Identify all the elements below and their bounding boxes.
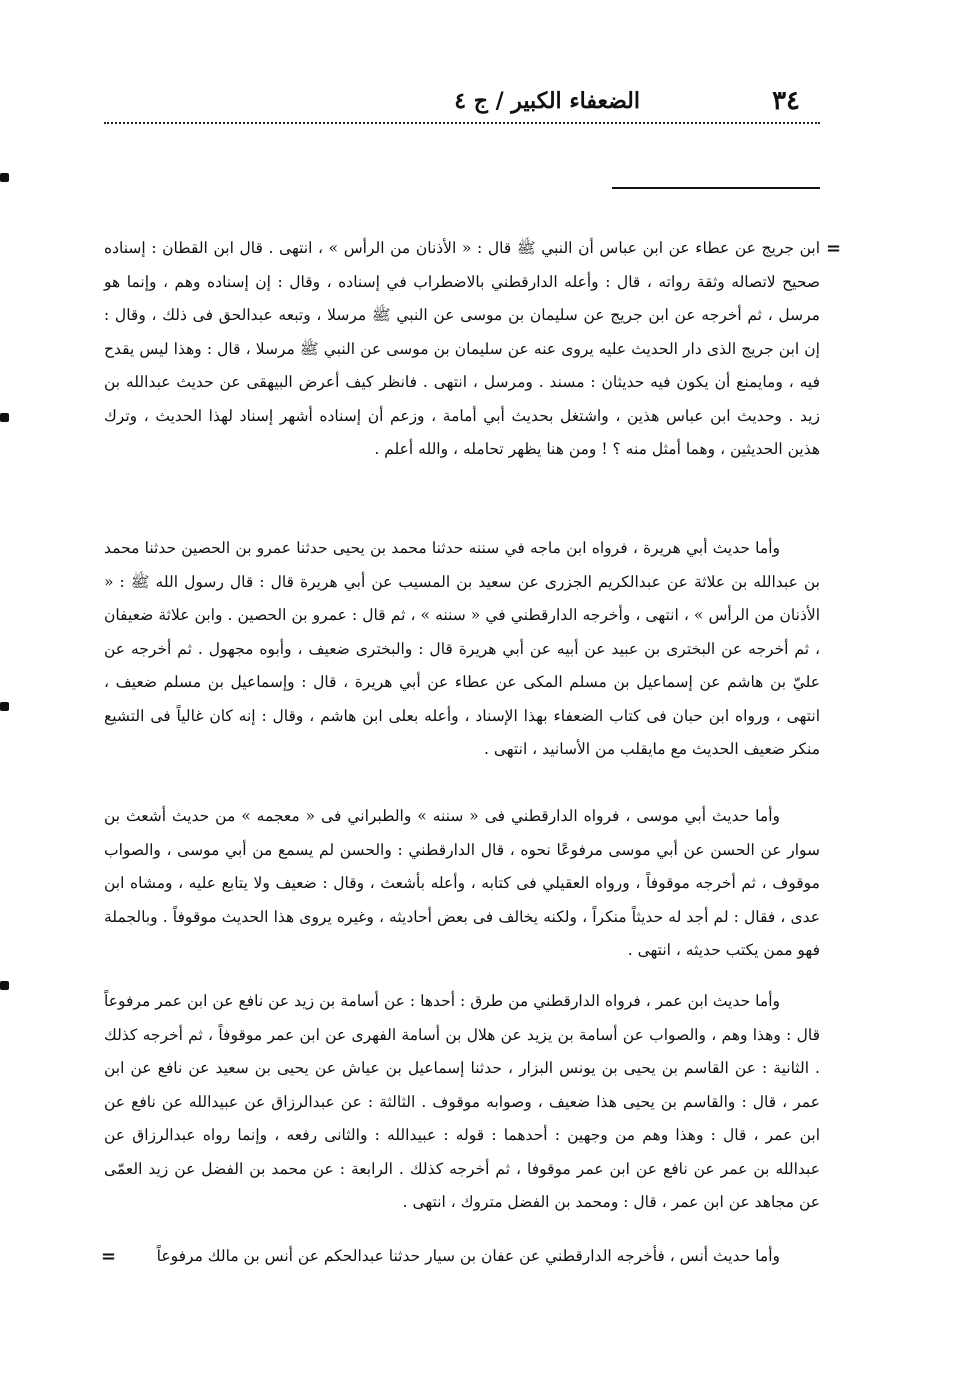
margin-mark [0,981,9,990]
paragraph-5 [104,1240,820,1274]
continuation-mark-top: = [826,238,842,259]
page-header [104,86,820,124]
paragraph-text: وأما حديث أبي هريرة ، فرواه ابن ماجه في سننه حدثنا محمد بن يحيى حدثنا عمرو بن الحصين حدثنا محمد بن عبدالله بن علاثة عن عبدالكريم الجزرى عن سعيد بن المسيب عن أبي هريرة قال : قال رسول الله ﷺ : « الأذنان من الرأس » ، انتهى ، وأخرجه الدارقطني في « سننه » ، ثم قال : عمرو بن الحصين . وابن علاثة ضعيفان ، ثم أخرجه عن البخترى بن عبيد عن أبيه عن أبي هريرة قال : والبخترى ضعيف ، وأبوه مجهول . ثم أخرجه عن عليّ بن هاشم عن إسماعيل بن مسلم المكى عن عطاء عن أبي هريرة ، قال : وإسماعيل بن مسلم ضعيف ، انتهى ، ورواه ابن حبان فى كتاب الضعفاء بهذا الإسناد ، وأعله بعلى ابن هاشم ، وقال : إنه كان غالياً فى التشيع منكر ضعيف الحديث مع مايقلب من الأسانيد ، انتهى . [104,539,820,758]
paragraph-4 [104,985,820,1220]
margin-mark [0,173,9,182]
margin-mark [0,413,9,422]
paragraph-text: ابن جريج عن عطاء عن ابن عباس أن النبي ﷺ قال : « الأذنان من الرأس » ، انتهى . قال ابن القطان : إسناده صحيح لاتصاله وثقة رواته ، قال : وأعله الدارقطني بالاضطراب في إسناده ، وقال : إن إسناده وهم ، وإنما هو مرسل ، ثم أخرجه عن ابن جريج عن سليمان بن موسى عن النبي ﷺ مرسلا ، وتبعه عبدالحق فى ذلك ، وقال : إن ابن جريج الذى دار الحديث عليه يروى عنه عن سليمان بن موسى عن النبي ﷺ مرسلا ، قال : وهذا ليس يقدح فيه ، ومايمنع أن يكون فيه حديثان : مسند . ومرسل ، انتهى . فانظر كيف أعرض البيهقى عن حديث عبدالله بن زيد . وحديث ابن عباس هذين ، واشتغل بحديث أبي أمامة ، وزعم أن إسناده أشهر إسناد لهذا الحديث ، وترك هذين الحديثين ، وهما أمثل منه ؟ ! ومن هنا يظهر تحامله ، والله أعلم . [104,239,820,458]
page-number: ٣٤ [772,86,800,116]
paragraph-text: وأما حديث أبي موسى ، فرواه الدارقطني فى « سننه » والطبراني فى « معجمه » من حديث أشعث بن سوار عن الحسن عن أبي موسى مرفوعًا نحوه ، قال الدارقطني : والحسن لم يسمع من أبي موسى ، والصواب موقوف ، ثم أخرجه موقوفاً ، ورواه العقيلي فى كتابه ، وأعله بأشعث ، وقال : ضعيف ولا يتابع عليه ، ومشاه ابن عدى ، فقال : لم أجد له حديثاً منكراً ، ولكنه يخالف فى بعض أحاديثه ، وغيره يروى هذا الحديث موقوفاً . وبالجملة فهو ممن يكتب حديثه ، انتهى . [104,807,820,959]
paragraph-2 [104,532,820,767]
running-title: الضعفاء الكبير / ج ٤ [454,88,640,114]
paragraph-text: وأما حديث أنس ، فأخرجه الدارقطني عن عفان بن سيار حدثنا عبدالحكم عن أنس بن مالك مرفوعاً [156,1247,780,1265]
margin-mark [0,702,9,711]
paragraph-text: وأما حديث ابن عمر ، فرواه الدارقطني من طرق : أحدها : عن أسامة بن زيد عن نافع عن ابن عمر مرفوعاً قال : وهذا وهم ، والصواب عن أسامة بن يزيد عن هلال بن أسامة الفهرى عن ابن عمر موقوفاً ، ثم أخرجه كذلك . الثانية : عن القاسم بن يحيى بن يونس البزار ، حدثنا إسماعيل بن عياش عن يحيى بن سعيد عن نافع عن ابن عمر ، قال : والقاسم بن يحيى هذا ضعيف ، وصوابه موقوف . الثالثة : عن عبدالرزاق عن عبيدالله عن نافع عن ابن عمر ، قال : وهذا وهم من وجهين : أحدهما : قوله : عبيدالله : والثانى رفعه ، وإنما رواه عبدالرزاق عن عبدالله بن عمر عن نافع عن ابن عمر موقوفا ، ثم أخرجه كذلك . الرابعة : عن محمد بن الفضل عن زيد العمّى عن مجاهد عن ابن عمر ، قال : ومحمد بن الفضل متروك ، انتهى . [104,992,820,1211]
continuation-mark-bottom: = [101,1246,117,1267]
section-divider [612,187,820,189]
paragraph-3 [104,800,820,968]
paragraph-1 [104,232,820,467]
